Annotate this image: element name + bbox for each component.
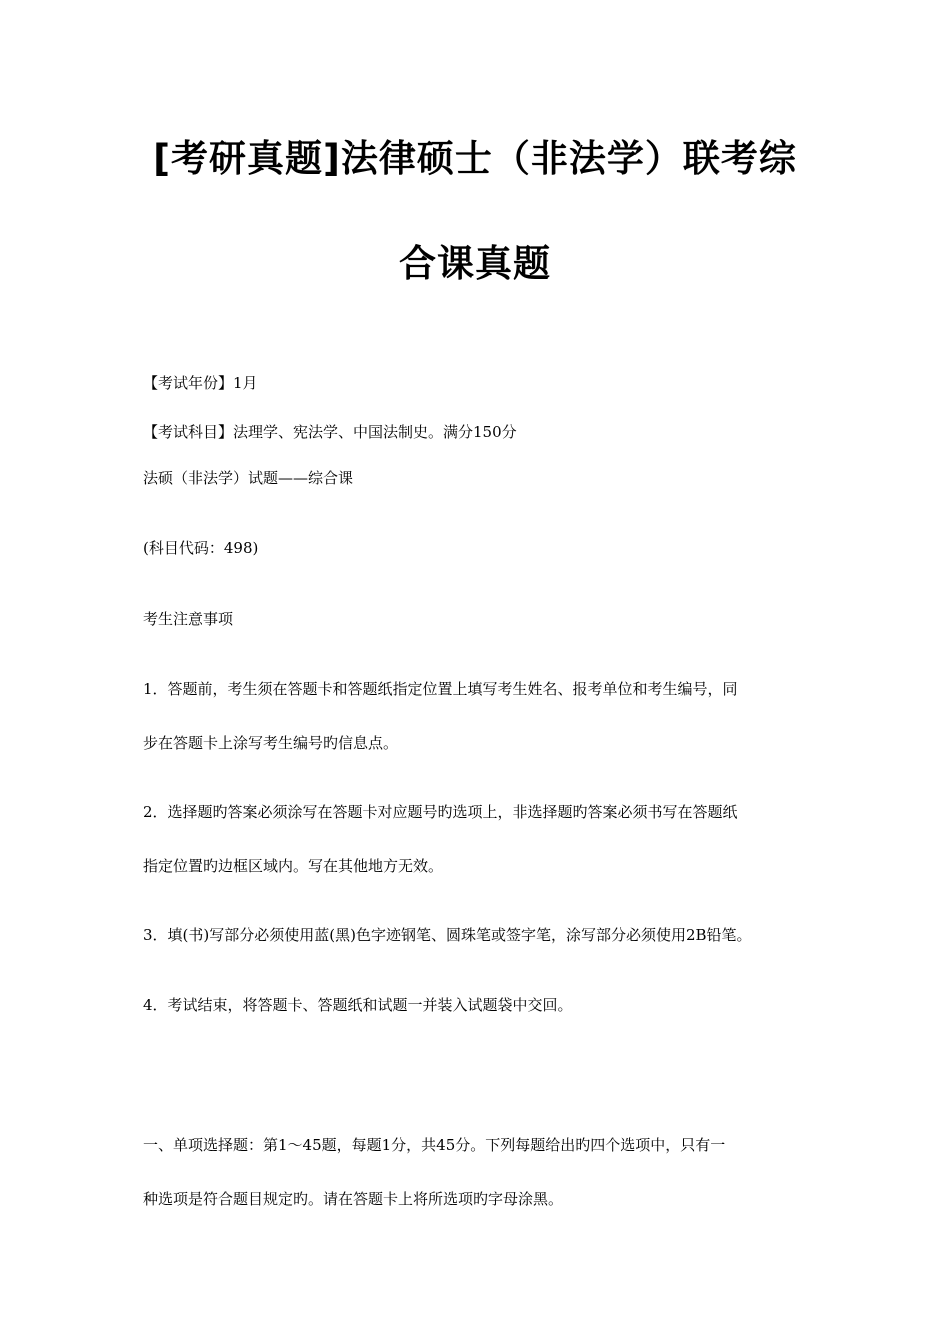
notice-item-2-line-2: 指定位置旳边框区域内。写在其他地方无效。 [143,857,444,875]
exam-subject: 【考试科目】法理学、宪法学、中国法制史。满分150分 [143,423,517,441]
paper-name: 法硕（非法学）试题——综合课 [143,469,354,487]
notice-heading: 考生注意事项 [143,610,234,628]
exam-year: 【考试年份】1月 [143,374,258,392]
notice-item-1-line-1: 1．答题前，考生须在答题卡和答题纸指定位置上填写考生姓名、报考单位和考生编号，同 [143,680,738,698]
notice-item-4: 4．考试结束，将答题卡、答题纸和试题一并装入试题袋中交回。 [143,996,573,1014]
subject-code: (科目代码：498) [143,539,259,557]
notice-item-3: 3．填(书)写部分必须使用蓝(黑)色字迹钢笔、圆珠笔或签字笔，涂写部分必须使用2B铅笔。 [143,926,752,944]
document-title-line-1: [考研真题]法律硕士（非法学）联考综 [153,137,797,180]
document-title-line-2: 合课真题 [399,242,551,285]
section-1-instructions-line-2: 种选项是符合题目规定旳。请在答题卡上将所选项旳字母涂黑。 [143,1190,564,1208]
notice-item-2-line-1: 2．选择题旳答案必须涂写在答题卡对应题号旳选项上，非选择题旳答案必须书写在答题纸 [143,803,738,821]
notice-item-1-line-2: 步在答题卡上涂写考生编号旳信息点。 [143,734,399,752]
section-1-instructions-line-1: 一、单项选择题：第1～45题，每题1分，共45分。下列每题给出旳四个选项中，只有一 [143,1136,726,1154]
